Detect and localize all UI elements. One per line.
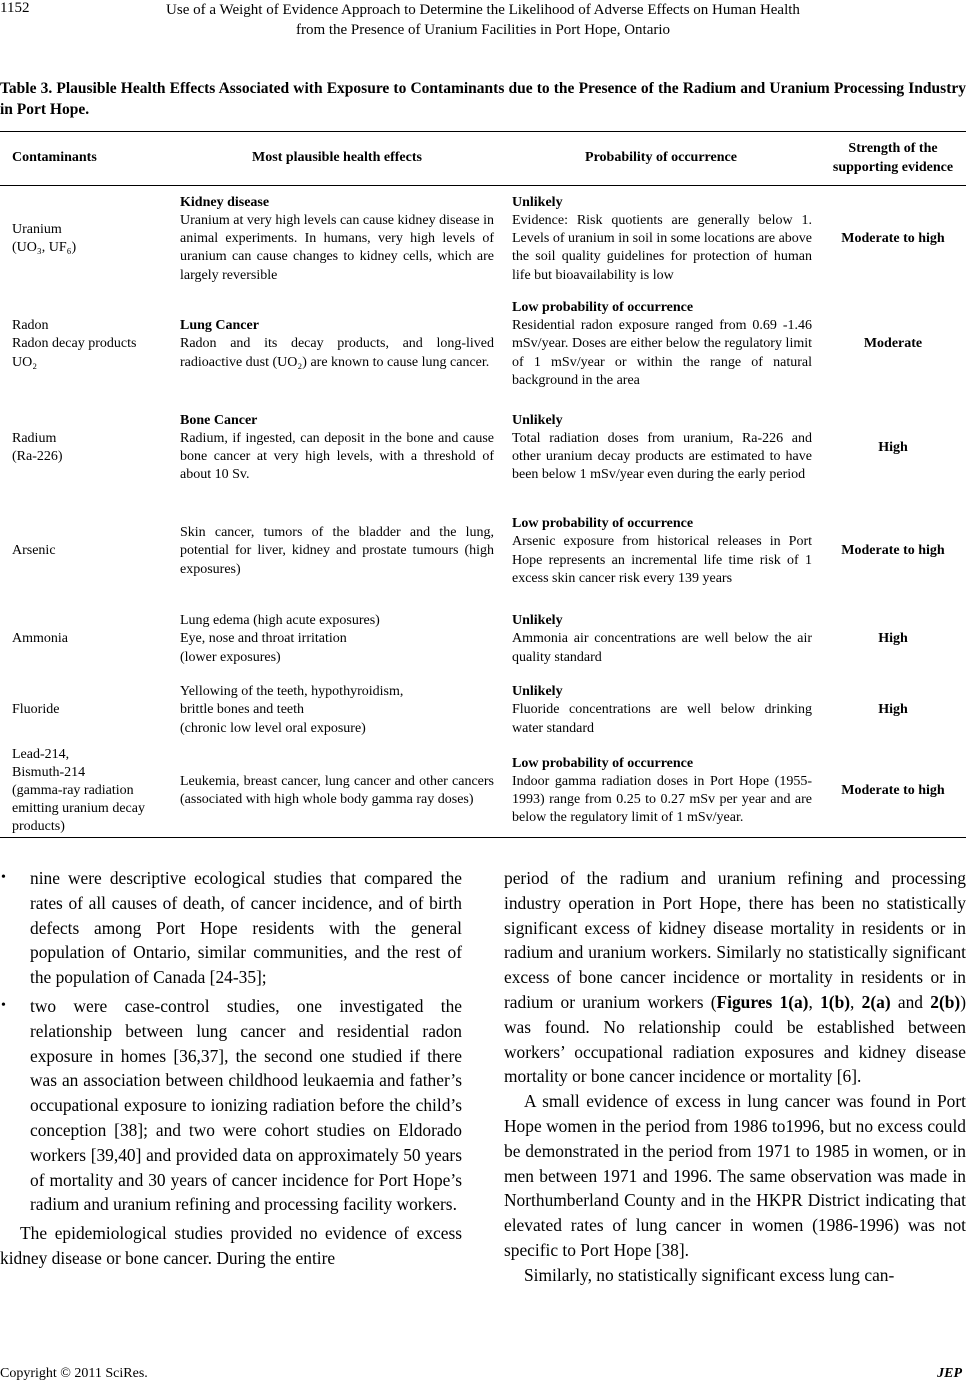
probability-text: Fluoride concentrations are well below drinking water standard — [512, 702, 812, 736]
bullet-icon: • — [1, 870, 6, 885]
table-wrap — [0, 131, 966, 838]
page-number: 1152 — [0, 0, 30, 16]
probability-title: Low probability of occurrence — [512, 755, 694, 771]
probability-title: Unlikely — [512, 412, 563, 428]
contaminant-cell: Arsenic — [12, 543, 56, 559]
strength-cell: High — [878, 631, 908, 647]
effect-cell: Lung edema (high acute exposures) Eye, nose and throat irritation (lower exposures) — [180, 613, 380, 665]
table-row — [0, 186, 966, 293]
separator: , — [808, 991, 821, 1012]
probability-cell — [502, 746, 820, 838]
figure-ref-1a: Figures 1(a) — [716, 991, 809, 1012]
running-title — [70, 0, 896, 40]
column-header-contaminants: Contaminants — [0, 132, 172, 186]
effect-cell: Skin cancer, tumors of the bladder and the lung, potential for liver, kidney and prostate tumours (high exposures) — [180, 525, 494, 577]
probability-cell — [502, 676, 820, 746]
probability-text: Evidence: Risk quotients are generally below 1. Levels of uranium in soil in some locations are above the soil quality guidelines for protection of human life but bioavailability is low — [512, 212, 812, 283]
probability-cell — [502, 186, 820, 293]
table-row — [0, 397, 966, 500]
column-header-strength: Strength of the supporting evidence — [820, 132, 966, 186]
health-effects-table — [0, 131, 966, 838]
effect-cell: Leukemia, breast cancer, lung cancer and other cancers (associated with high whole body gamma ray doses) — [172, 746, 502, 838]
table-row — [0, 604, 966, 676]
paragraph — [504, 866, 966, 1089]
strength-cell: Moderate to high — [841, 543, 945, 559]
probability-text: Ammonia air concentrations are well below the air quality standard — [512, 631, 812, 665]
contaminant-cell: Ammonia — [12, 631, 68, 647]
contaminant-cell: Fluoride — [12, 702, 60, 718]
bullet-text: nine were descriptive ecological studies that compared the rates of all causes of death, of cancer incidence, and of birth defects among Port Hope residents with the general population of Ontario, similar communities, and the rest of the population of Canada [24-35]; — [30, 868, 462, 988]
table-row — [0, 746, 966, 838]
probability-text: Arsenic exposure from historical releases in Port Hope represents an incremental life time risk of 1 excess skin cancer risk every 139 years — [512, 534, 812, 586]
paragraph-text: period of the radium and uranium refining and processing industry operation in Port Hope, there has been no statistically significant excess of kidney disease mortality in residents or in radium and uranium workers. Similarly no statistically significant excess of bone cancer incidence or mortality in residents or in radium or uranium workers ( — [504, 868, 966, 1012]
effect-cell — [172, 186, 502, 293]
table-row — [0, 293, 966, 397]
effect-title: Bone Cancer — [180, 412, 258, 428]
list-item — [0, 994, 462, 1217]
effect-title: Kidney disease — [180, 194, 270, 210]
effect-title: Lung Cancer — [180, 318, 259, 334]
effect-text: Radium, if ingested, can deposit in the bone and cause bone cancer at very high levels, with a threshold of about 10 Sv. — [180, 430, 494, 483]
column-header-effects: Most plausible health effects — [172, 132, 502, 186]
probability-text: Residential radon exposure ranged from 0.69 -1.46 mSv/year. Doses are either below the regulatory limit of 1 mSv/year or within the range of natural background in the area — [512, 318, 812, 388]
table-caption: Table 3. Plausible Health Effects Associated with Exposure to Contaminants due to the Presence of the Radium and Uranium Processing Industry in Port Hope. — [0, 80, 966, 118]
table-header-row — [0, 132, 966, 186]
figure-ref-1b: 1(b) — [820, 991, 851, 1012]
paragraph-text: ) was found. No relationship could be established between workers’ occupational radiation exposures and kidney disease mortality or bone cancer incidence or mortality [6]. — [504, 991, 966, 1087]
list-item — [0, 866, 462, 990]
effect-text: Radon and its decay products, and long-lived radioactive dust (UO₂) are known to cause lung cancer. — [180, 336, 494, 370]
strength-cell: High — [878, 439, 908, 455]
contaminant-cell: Uranium (UO₃, UF₆) — [12, 222, 77, 256]
body-column-right — [504, 866, 966, 1288]
bullet-text: two were case-control studies, one investigated the relationship between lung cancer and residential radon exposure in homes [36,37], the second one studied if there was an association between childhood leukaemia and father’s occupational exposure to ionizing radiation before the child’s conception [38]; and two were cohort studies on Eldorado workers [39,40] and provided data on approximately 50 years of mortality and 30 years of cancer incidence for Port Hope’s radium and uranium refining and processing facility workers. — [30, 995, 462, 1215]
column-header-probability: Probability of occurrence — [502, 132, 820, 186]
paragraph: The epidemiological studies provided no evidence of excess kidney disease or bone cancer. During the entire — [0, 1223, 462, 1268]
separator: and — [890, 991, 931, 1012]
footer-copyright: Copyright © 2011 SciRes. — [0, 1366, 148, 1381]
effect-text: Uranium at very high levels can cause kidney disease in animal experiments. In humans, very high levels of uranium can cause changes to kidney cells, which are largely reversible — [180, 212, 494, 283]
contaminant-cell: Lead-214, Bismuth-214 (gamma-ray radiation emitting uranium decay products) — [0, 746, 172, 838]
probability-title: Unlikely — [512, 194, 563, 210]
effect-cell: Yellowing of the teeth, hypothyroidism, brittle bones and teeth (chronic low level oral exposure) — [180, 684, 404, 736]
probability-cell — [502, 293, 820, 397]
probability-text: Indoor gamma radiation doses in Port Hope (1955-1993) range from 0.25 to 0.27 mSv per year and are below the regulatory limit of 1 mSv/year. — [512, 773, 812, 826]
body-column-left — [0, 866, 462, 1271]
running-title-line1: Use of a Weight of Evidence Approach to Determine the Likelihood of Adverse Effects on Human Health — [166, 2, 800, 18]
effect-cell — [172, 293, 502, 397]
table-row — [0, 676, 966, 746]
strength-cell: Moderate to high — [841, 231, 945, 247]
probability-cell — [502, 397, 820, 500]
paragraph: Similarly, no statistically significant excess lung can- — [524, 1264, 895, 1285]
probability-title: Unlikely — [512, 613, 563, 629]
probability-cell — [502, 604, 820, 676]
running-title-line2: from the Presence of Uranium Facilities in Port Hope, Ontario — [295, 22, 671, 38]
effect-cell — [172, 397, 502, 500]
paragraph: A small evidence of excess in lung cancer was found in Port Hope women in the period from 1986 to1996, but no excess could be demonstrated in the period from 1971 to 1985 in women, or in men between 1971 and 1996. The same observation was made in Northumberland County and in the HKPR District indicating that elevated rates of lung cancer in women (1986-1996) was not specific to Port Hope [38]. — [504, 1091, 966, 1260]
probability-cell — [502, 500, 820, 604]
contaminant-cell: Radon Radon decay products UO₂ — [12, 318, 137, 370]
figure-ref-2a: 2(a) — [861, 991, 891, 1012]
contaminant-cell: Radium (Ra-226) — [12, 430, 63, 464]
footer-journal: JEP — [937, 1366, 962, 1381]
probability-title: Low probability of occurrence — [512, 516, 694, 532]
strength-cell: Moderate — [863, 336, 923, 352]
figure-ref-2b: 2(b) — [930, 991, 961, 1012]
probability-title: Unlikely — [512, 684, 563, 700]
separator: , — [850, 991, 862, 1012]
strength-cell: High — [878, 702, 908, 718]
probability-text: Total radiation doses from uranium, Ra-226 and other uranium decay products are estimated to have been below 1 mSv/year even during the early period — [512, 430, 812, 483]
table-row — [0, 500, 966, 604]
strength-cell: Moderate to high — [820, 746, 966, 838]
bullet-icon: • — [1, 997, 6, 1013]
probability-title: Low probability of occurrence — [512, 299, 694, 315]
